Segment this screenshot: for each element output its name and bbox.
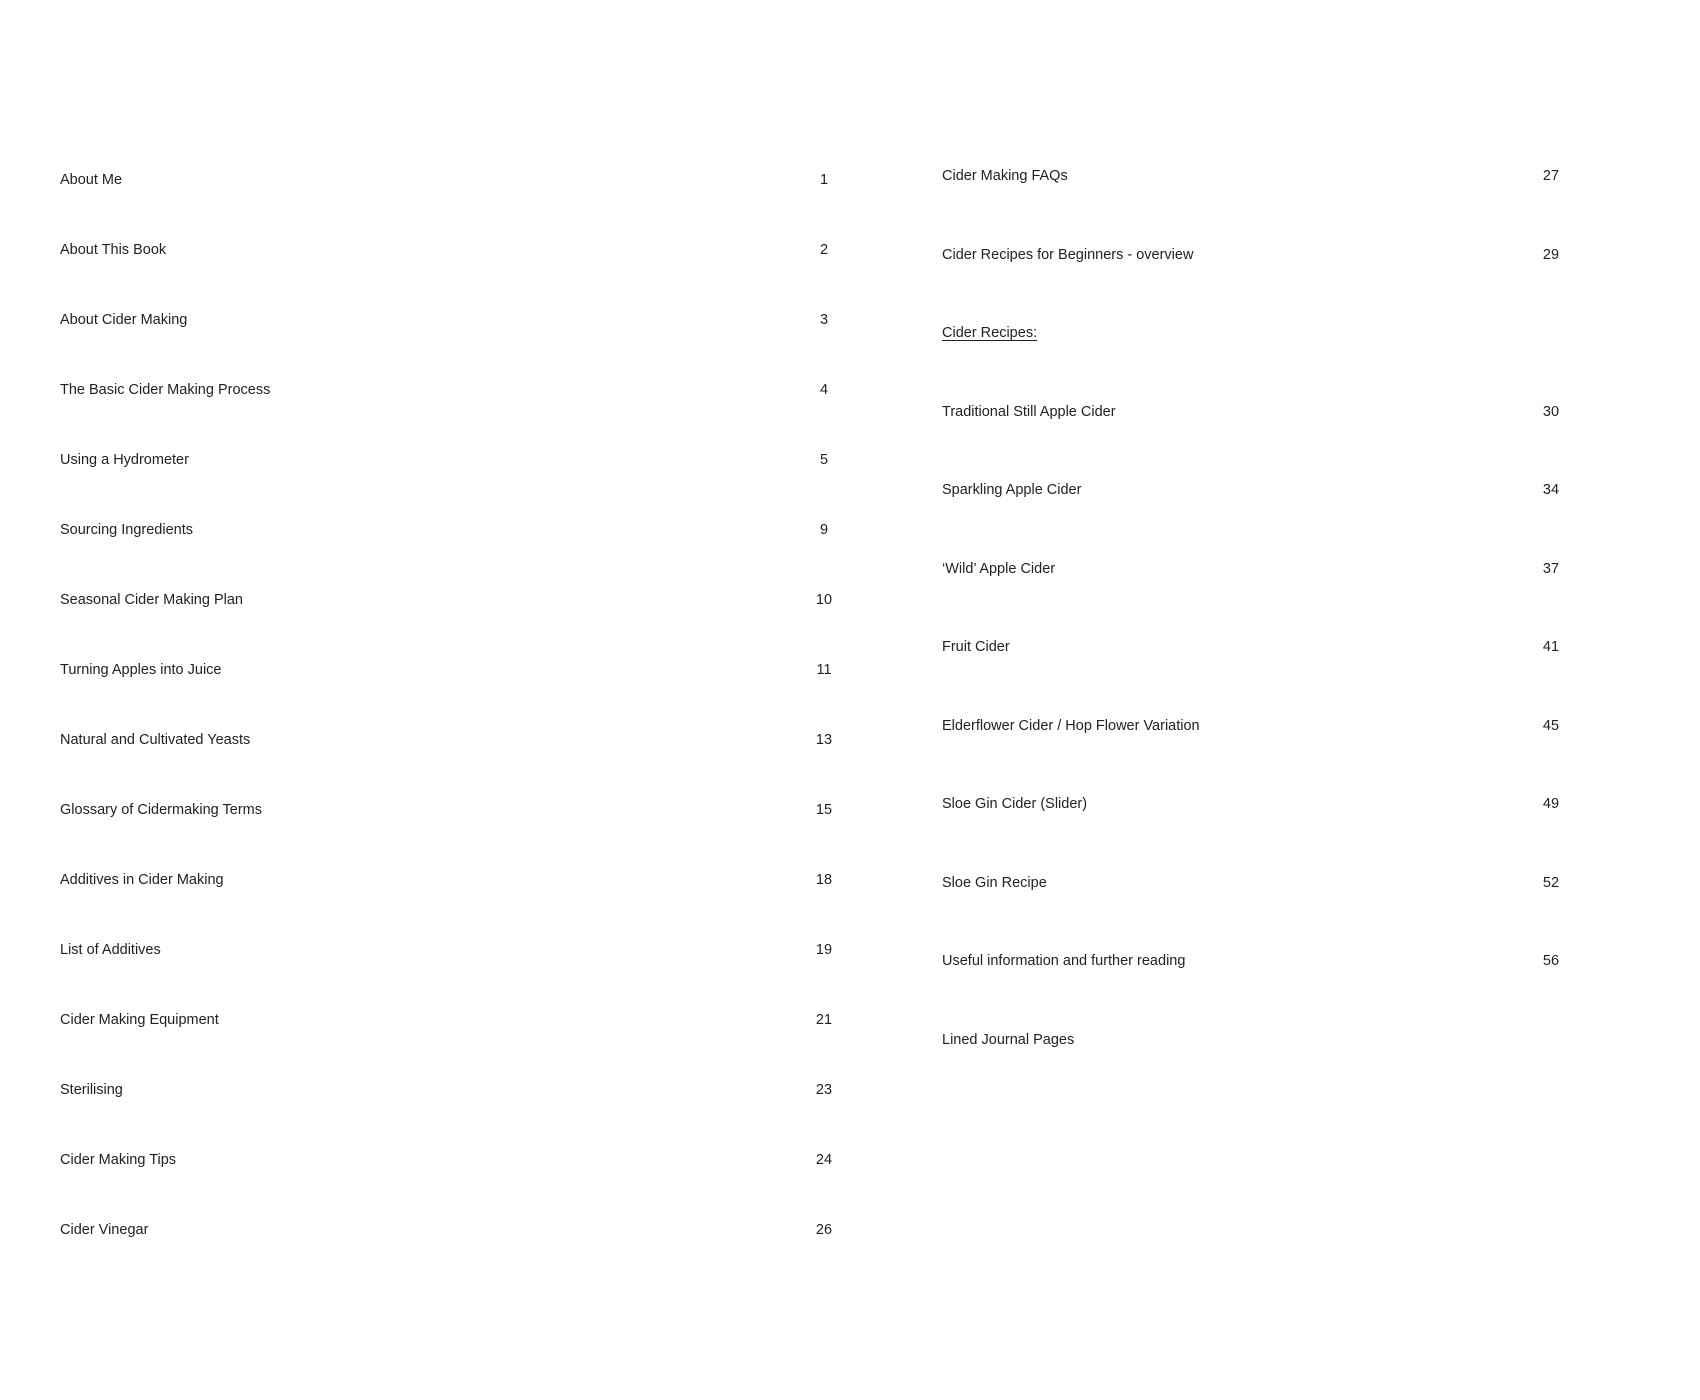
toc-entry-page: 24 <box>815 1152 833 1168</box>
toc-entry-page: 9 <box>819 522 829 538</box>
toc-entry-title: Sloe Gin Cider (Slider) <box>942 796 1088 812</box>
toc-entry-page: 49 <box>1542 796 1560 812</box>
section-heading-cider-recipes: Cider Recipes: <box>942 325 1038 341</box>
toc-entry[interactable] <box>60 1080 850 1150</box>
toc-entry[interactable] <box>942 559 1560 638</box>
toc-entry-title: Natural and Cultivated Yeasts <box>60 732 251 748</box>
toc-entry-page: 21 <box>815 1012 833 1028</box>
toc-entry-title: Sloe Gin Recipe <box>942 874 1047 891</box>
toc-entry-page: 1 <box>819 172 829 188</box>
toc-entry-title: The Basic Cider Making Process <box>60 382 271 398</box>
toc-entry-title: Additives in Cider Making <box>60 872 224 888</box>
toc-entry-title: Cider Making Equipment <box>60 1012 219 1028</box>
toc-entry-title: Sourcing Ingredients <box>60 522 193 538</box>
toc-entry-page: 41 <box>1542 639 1560 655</box>
toc-entry-page: 34 <box>1542 482 1560 498</box>
toc-entry[interactable] <box>60 800 850 870</box>
toc-entry-page: 11 <box>816 662 832 678</box>
toc-entry-page: 19 <box>815 942 833 958</box>
toc-entry-page: 15 <box>815 802 833 818</box>
toc-entry-title: Traditional Still Apple Cider <box>942 403 1116 420</box>
toc-entry[interactable] <box>60 660 850 730</box>
toc-entry-title: Seasonal Cider Making Plan <box>60 592 243 608</box>
toc-entry-page: 56 <box>1542 953 1560 969</box>
toc-entry-page: 3 <box>819 312 829 328</box>
toc-entry-title: About This Book <box>60 242 167 258</box>
toc-entry[interactable] <box>942 245 1560 324</box>
toc-entry-title: About Me <box>60 172 123 188</box>
toc-entry[interactable] <box>60 380 850 450</box>
toc-section-heading <box>942 323 1552 402</box>
toc-entry[interactable] <box>942 480 1560 559</box>
toc-entry-page: 26 <box>815 1222 833 1238</box>
toc-entry-title: Cider Vinegar <box>60 1222 149 1238</box>
toc-entry[interactable] <box>60 450 850 520</box>
toc-entry[interactable] <box>942 716 1560 795</box>
toc-entry-title: Sparkling Apple Cider <box>942 482 1082 498</box>
toc-entry-title: Cider Recipes for Beginners - overview <box>942 246 1194 263</box>
toc-entry[interactable] <box>942 873 1560 952</box>
toc-entry-page: 5 <box>819 452 829 468</box>
toc-entry[interactable] <box>60 170 850 240</box>
toc-entry-title: Sterilising <box>60 1082 123 1098</box>
toc-left-column <box>60 170 850 1290</box>
toc-entry-page: 13 <box>815 732 833 748</box>
toc-entry-title: About Cider Making <box>60 312 188 328</box>
toc-entry[interactable] <box>942 637 1560 716</box>
toc-entry[interactable] <box>60 730 850 800</box>
toc-entry-page: 29 <box>1542 246 1560 263</box>
toc-entry-page: 23 <box>815 1082 833 1098</box>
toc-entry[interactable] <box>60 520 850 590</box>
toc-entry[interactable] <box>60 1010 850 1080</box>
toc-entry-page: 18 <box>815 872 833 888</box>
toc-entry[interactable] <box>60 1150 850 1220</box>
toc-entry[interactable] <box>60 310 850 380</box>
toc-entry[interactable] <box>60 240 850 310</box>
toc-entry[interactable] <box>942 1030 1552 1109</box>
toc-entry-title: Fruit Cider <box>942 639 1010 655</box>
toc-entry-title: Glossary of Cidermaking Terms <box>60 802 262 818</box>
toc-entry-page: 10 <box>815 592 833 608</box>
toc-entry-page: 52 <box>1542 874 1560 891</box>
toc-entry[interactable] <box>942 166 1560 245</box>
toc-entry-page: 2 <box>819 242 829 258</box>
toc-entry-page: 30 <box>1542 403 1560 420</box>
toc-entry-title: Useful information and further reading <box>942 953 1186 969</box>
toc-entry-page: 45 <box>1542 717 1560 734</box>
toc-entry[interactable] <box>60 940 850 1010</box>
toc-entry-title: Elderflower Cider / Hop Flower Variation <box>942 717 1200 734</box>
toc-right-column <box>942 166 1560 1108</box>
toc-entry-page: 27 <box>1542 168 1560 184</box>
toc-entry[interactable] <box>60 870 850 940</box>
toc-entry[interactable] <box>60 590 850 660</box>
toc-entry-page: 37 <box>1542 560 1560 577</box>
toc-entry-title: Cider Making Tips <box>60 1152 177 1168</box>
toc-entry[interactable] <box>60 1220 850 1290</box>
toc-entry-title: Using a Hydrometer <box>60 452 189 468</box>
toc-entry-title: ‘Wild’ Apple Cider <box>942 560 1056 577</box>
toc-entry-page: 4 <box>819 382 829 398</box>
toc-entry-title: Turning Apples into Juice <box>60 662 222 678</box>
toc-entry[interactable] <box>942 951 1560 1030</box>
toc-entry-title: Lined Journal Pages <box>942 1031 1075 1048</box>
toc-entry-title: List of Additives <box>60 942 161 958</box>
toc-entry[interactable] <box>942 794 1560 873</box>
toc-entry-title: Cider Making FAQs <box>942 168 1068 184</box>
toc-entry[interactable] <box>942 402 1560 481</box>
